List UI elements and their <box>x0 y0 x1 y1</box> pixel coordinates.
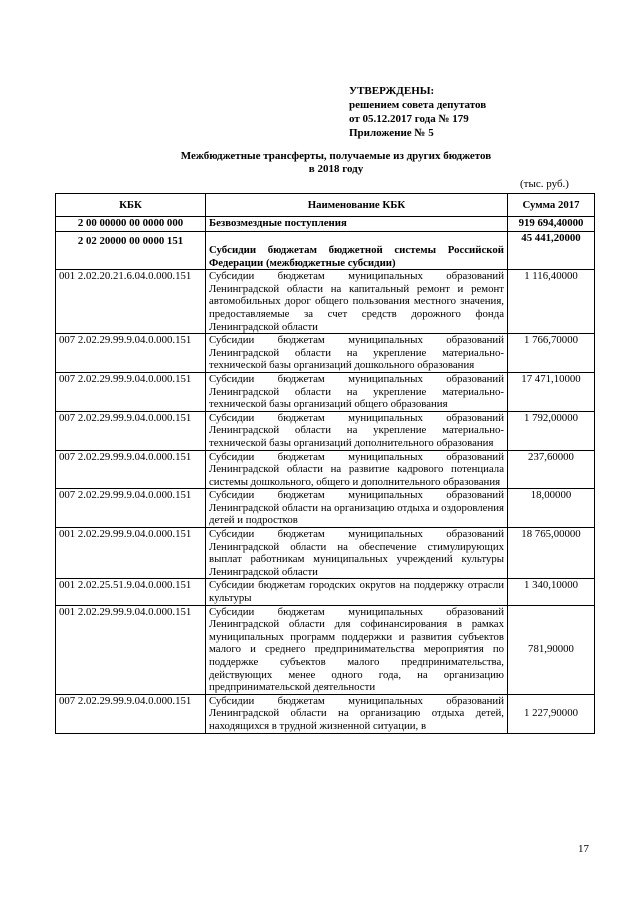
table-row <box>56 579 595 605</box>
row-kbk: 007 2.02.29.99.9.04.0.000.151 <box>56 694 206 733</box>
row-sum: 781,90000 <box>508 605 595 694</box>
table-row-total <box>56 217 595 232</box>
document-title <box>150 150 522 176</box>
table-row <box>56 489 595 528</box>
table-row-section <box>56 232 595 270</box>
table-row <box>56 411 595 450</box>
units-label: (тыс. руб.) <box>520 178 569 190</box>
approval-block <box>349 84 486 140</box>
row-name: Субсидии бюджетам муниципальных образований Ленинградской области на развитие кадрового потенциала системы дошкольного, общего и дополнительного образования <box>206 450 508 489</box>
row-name: Субсидии бюджетам муниципальных образований Ленинградской области для софинансирования в рамках муниципальных программ поддержки и развития субъектов малого и среднего предпринимательства мероприятия по поддержке субъектов малого предпринимательства, действующих менее одного года, на организацию предпринимательской деятельности <box>206 605 508 694</box>
row-kbk: 001 2.02.29.99.9.04.0.000.151 <box>56 528 206 579</box>
row-name: Субсидии бюджетам муниципальных образований Ленинградской области на укрепление материально-технической базы организаций дополнительного образования <box>206 411 508 450</box>
row-name: Субсидии бюджетам бюджетной системы Российской Федерации (межбюджетные субсидии) <box>206 232 508 270</box>
table-header-row <box>56 194 595 217</box>
row-name: Безвозмездные поступления <box>206 217 508 232</box>
row-sum: 1 340,10000 <box>508 579 595 605</box>
row-name: Субсидии бюджетам муниципальных образований Ленинградской области на укрепление материально-технической базы организаций дошкольного образования <box>206 334 508 373</box>
row-name: Субсидии бюджетам муниципальных образований Ленинградской области на капитальный ремонт и ремонт автомобильных дорог общего пользования местного значения, предоставляемые за счет средств дорожного фонда Ленинградской области <box>206 270 508 334</box>
row-kbk: 007 2.02.29.99.9.04.0.000.151 <box>56 450 206 489</box>
document-title-line1: Межбюджетные трансферты, получаемые из других бюджетов <box>180 150 492 162</box>
header-kbk: КБК <box>56 194 206 217</box>
row-sum: 1 227,90000 <box>508 694 595 733</box>
row-kbk: 001 2.02.20.21.6.04.0.000.151 <box>56 270 206 334</box>
row-sum: 919 694,40000 <box>508 217 595 232</box>
approval-date: от 05.12.2017 года № 179 <box>349 113 469 125</box>
row-sum: 1 792,00000 <box>508 411 595 450</box>
row-name: Субсидии бюджетам муниципальных образований Ленинградской области на организацию отдыха детей, находящихся в трудной жизненной ситуации, в <box>206 694 508 733</box>
row-sum: 18 765,00000 <box>508 528 595 579</box>
row-kbk: 001 2.02.25.51.9.04.0.000.151 <box>56 579 206 605</box>
table-row <box>56 334 595 373</box>
header-name: Наименование КБК <box>206 194 508 217</box>
row-name: Субсидии бюджетам городских округов на поддержку отрасли культуры <box>206 579 508 605</box>
row-kbk: 2 02 20000 00 0000 151 <box>56 232 206 270</box>
row-kbk: 001 2.02.29.99.9.04.0.000.151 <box>56 605 206 694</box>
row-sum: 1 116,40000 <box>508 270 595 334</box>
table-row <box>56 528 595 579</box>
row-kbk: 007 2.02.29.99.9.04.0.000.151 <box>56 411 206 450</box>
row-sum: 18,00000 <box>508 489 595 528</box>
approval-appendix: Приложение № 5 <box>349 127 434 139</box>
table-row <box>56 605 595 694</box>
approval-heading: УТВЕРЖДЕНЫ: <box>349 85 435 97</box>
row-sum: 45 441,20000 <box>508 232 595 270</box>
approval-decision: решением совета депутатов <box>349 99 487 111</box>
row-name: Субсидии бюджетам муниципальных образований Ленинградской области на укрепление материально-технической базы организаций общего образования <box>206 372 508 411</box>
row-kbk: 007 2.02.29.99.9.04.0.000.151 <box>56 334 206 373</box>
header-sum: Сумма 2017 <box>508 194 595 217</box>
document-title-line2: в 2018 году <box>308 163 364 175</box>
table-row <box>56 372 595 411</box>
row-kbk: 007 2.02.29.99.9.04.0.000.151 <box>56 489 206 528</box>
table-row <box>56 270 595 334</box>
page-number: 17 <box>578 843 589 855</box>
transfers-table <box>55 193 595 734</box>
row-kbk: 007 2.02.29.99.9.04.0.000.151 <box>56 372 206 411</box>
table-row <box>56 694 595 733</box>
table-row <box>56 450 595 489</box>
row-name: Субсидии бюджетам муниципальных образований Ленинградской области на организацию отдыха и оздоровления детей и подростков <box>206 489 508 528</box>
row-kbk: 2 00 00000 00 0000 000 <box>56 217 206 232</box>
row-sum: 237,60000 <box>508 450 595 489</box>
row-name: Субсидии бюджетам муниципальных образований Ленинградской области на обеспечение стимулирующих выплат работникам муниципальных учреждений культуры Ленинградской области <box>206 528 508 579</box>
row-sum: 17 471,10000 <box>508 372 595 411</box>
row-sum: 1 766,70000 <box>508 334 595 373</box>
